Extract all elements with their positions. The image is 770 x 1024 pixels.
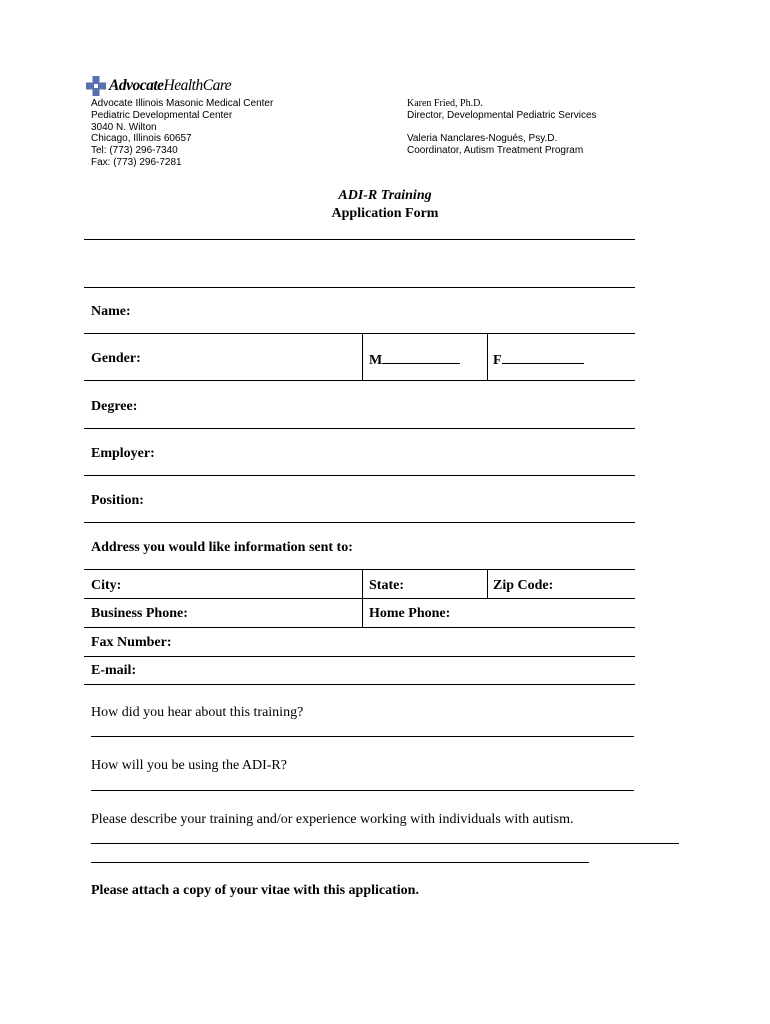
answer-line[interactable] [91,790,634,791]
gender-male-label: M [369,353,383,368]
answer-line[interactable] [91,843,679,844]
staff-title: Director, Developmental Pediatric Services [407,109,597,121]
table-divider [362,334,363,380]
table-rule [84,656,635,657]
staff-block [407,98,597,157]
gender-label: Gender: [91,351,141,366]
degree-label: Degree: [91,399,138,414]
medical-cross-icon [86,76,106,96]
table-rule [84,522,635,523]
address-line: Pediatric Developmental Center [91,109,233,121]
table-rule [84,428,635,429]
fax-number-label: Fax Number: [91,635,172,650]
zip-code-label: Zip Code: [493,578,554,593]
email-label: E-mail: [91,663,137,678]
table-rule [84,684,635,685]
home-phone-label: Home Phone: [369,606,451,621]
address-line: Advocate Illinois Masonic Medical Center [91,98,274,109]
address-label: Address you would like information sent to: [91,540,353,555]
question-hear-about: How did you hear about this training? [91,705,304,720]
title-application-form: Application Form [331,206,439,221]
table-rule [84,333,635,334]
business-phone-label: Business Phone: [91,606,188,621]
table-rule [84,239,635,240]
answer-line[interactable] [91,862,589,863]
gender-female-blank[interactable] [502,351,584,364]
question-using-adir: How will you be using the ADI-R? [91,758,287,773]
city-label: City: [91,578,122,593]
table-divider [487,334,488,380]
phone-line: Tel: (773) 296-7340 [91,145,178,157]
gender-male-blank[interactable] [382,351,460,364]
address-line: Chicago, Illinois 60657 [91,133,192,145]
table-rule [84,287,635,288]
gender-male-field[interactable] [369,351,460,369]
table-rule [84,569,635,570]
answer-line[interactable] [91,736,634,737]
staff-name: Valeria Nanclares-Nogués, Psy.D. [407,133,558,145]
staff-title: Coordinator, Autism Treatment Program [407,145,584,157]
form-title [0,187,770,223]
table-rule [84,598,635,599]
staff-name: Karen Fried, Ph.D. [407,98,483,109]
gender-female-field[interactable] [493,351,584,369]
position-label: Position: [91,493,144,508]
table-rule [84,475,635,476]
question-describe-experience: Please describe your training and/or experience working with individuals with autism. [91,812,574,827]
logo-wordmark: AdvocateHealthCare [109,77,232,94]
title-training: ADI-R Training [338,188,432,203]
state-label: State: [369,578,404,593]
advocate-healthcare-logo [86,76,231,96]
address-block [91,98,273,169]
table-rule [84,380,635,381]
name-label: Name: [91,304,131,319]
table-rule [84,627,635,628]
address-line: 3040 N. Wilton [91,121,157,133]
table-divider [362,570,363,627]
fax-line: Fax: (773) 296-7281 [91,156,182,168]
attach-vitae-note: Please attach a copy of your vitae with this application. [91,883,419,898]
gender-female-label: F [493,353,502,368]
table-divider [487,570,488,598]
employer-label: Employer: [91,446,155,461]
